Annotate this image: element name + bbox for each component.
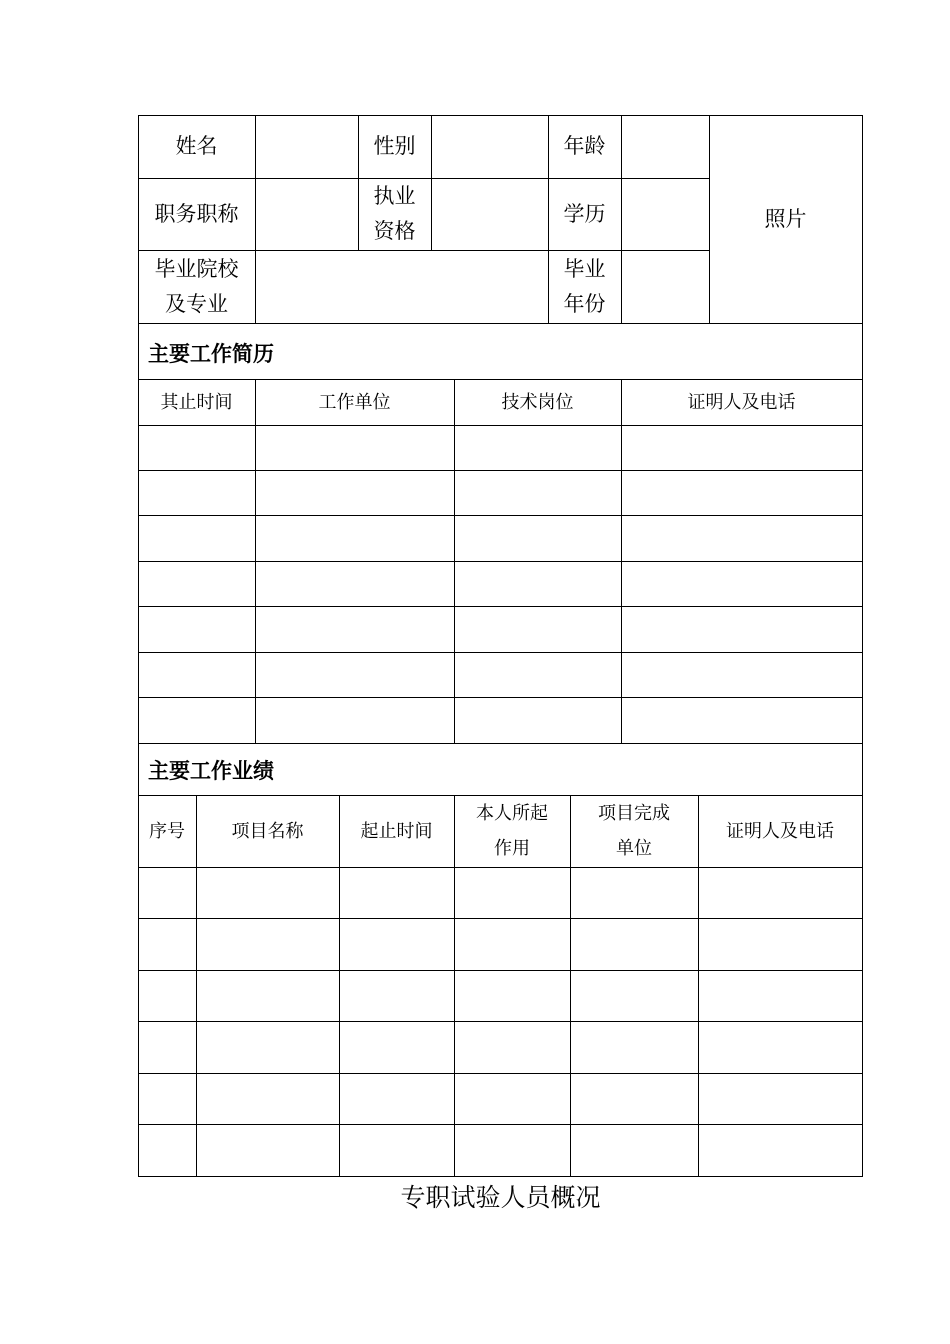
row-line <box>138 606 863 607</box>
row-line <box>138 867 863 868</box>
row-line <box>138 652 863 653</box>
work-history-heading: 主要工作简历 <box>148 342 274 366</box>
row-line <box>138 918 863 919</box>
grad-year-label: 毕业 年份 <box>563 256 606 316</box>
gender-label: 性别 <box>373 134 416 158</box>
title-field[interactable] <box>256 179 358 250</box>
header-witness: 证明人及电话 <box>687 391 796 413</box>
photo-placeholder[interactable]: 照片 <box>764 206 807 231</box>
name-field[interactable] <box>256 116 358 178</box>
header-employer: 工作单位 <box>318 391 391 413</box>
header-position: 技术岗位 <box>501 391 574 413</box>
row-line <box>138 323 863 324</box>
row-line <box>138 515 863 516</box>
education-field[interactable] <box>622 179 709 250</box>
header-no: 序号 <box>149 820 185 842</box>
row-line <box>138 425 863 426</box>
header-project: 项目名称 <box>231 820 304 842</box>
border-bottom <box>138 1176 863 1177</box>
gender-field[interactable] <box>432 116 548 178</box>
achievements-heading: 主要工作业绩 <box>148 759 274 783</box>
header-unit: 项目完成 单位 <box>598 803 670 859</box>
school-field[interactable] <box>256 251 548 323</box>
row-line <box>138 1021 863 1022</box>
header-witness: 证明人及电话 <box>726 820 834 842</box>
row-line <box>138 970 863 971</box>
header-role: 本人所起 作用 <box>476 803 548 859</box>
row-line <box>138 1124 863 1125</box>
row-line <box>138 743 863 744</box>
col-line <box>621 379 622 743</box>
header-period: 起止时间 <box>360 820 433 842</box>
row-line <box>138 470 863 471</box>
age-field[interactable] <box>622 116 709 178</box>
grad-year-field[interactable] <box>622 251 709 323</box>
name-label: 姓名 <box>175 134 218 158</box>
border-right <box>862 115 863 1177</box>
row-line <box>138 697 863 698</box>
qualification-label: 执业 资格 <box>373 184 416 243</box>
header-period: 其止时间 <box>160 391 233 413</box>
col-line <box>255 379 256 743</box>
education-label: 学历 <box>563 201 606 226</box>
col-line <box>454 379 455 743</box>
title-label: 职务职称 <box>154 201 239 226</box>
form-caption: 专职试验人员概况 <box>400 1183 601 1212</box>
row-line <box>138 1073 863 1074</box>
school-label: 毕业院校 及专业 <box>154 256 239 316</box>
qualification-field[interactable] <box>432 179 548 250</box>
age-label: 年龄 <box>563 134 606 158</box>
row-line <box>138 561 863 562</box>
